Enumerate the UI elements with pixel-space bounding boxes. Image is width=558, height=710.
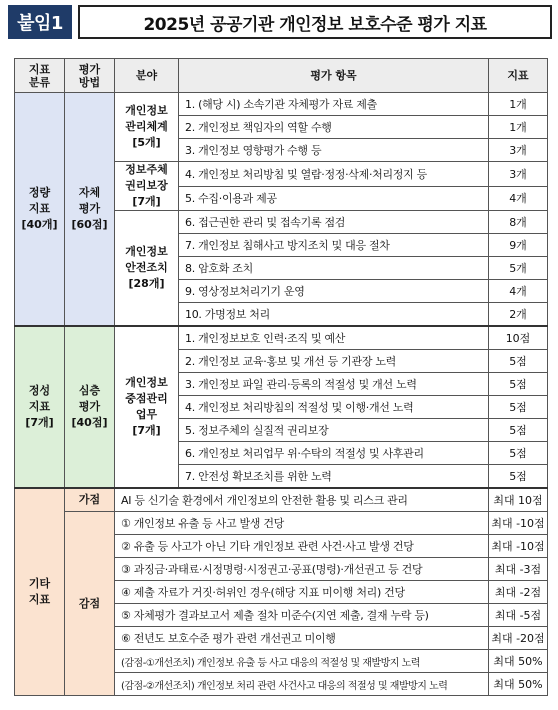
eval-item: 7. 안전성 확보조치를 위한 노력 [179, 465, 489, 489]
indicator-score: 10점 [489, 326, 548, 350]
eval-item: (감점-①개선조치) 개인정보 유출 등 사고 대응의 적절성 및 재발방지 노력 [115, 650, 489, 673]
eval-item: ① 개인정보 유출 등 사고 발생 건당 [115, 512, 489, 535]
title-bar [8, 5, 550, 39]
eval-item: 1. 개인정보보호 인력·조직 및 예산 [179, 326, 489, 350]
indicator-score: 최대 -10점 [489, 512, 548, 535]
eval-item: 3. 개인정보 파일 관리·등록의 적절성 및 개선 노력 [179, 373, 489, 396]
eval-item: 4. 개인정보 처리방침의 적절성 및 이행·개선 노력 [179, 396, 489, 419]
eval-item: 6. 개인정보 처리업무 위·수탁의 적절성 및 사후관리 [179, 442, 489, 465]
eval-item: 1. (해당 시) 소속기관 자체평가 자료 제출 [179, 93, 489, 116]
table-row [15, 93, 548, 116]
eval-item: 9. 영상정보처리기기 운영 [179, 280, 489, 303]
attachment-badge: 붙임1 [8, 5, 72, 39]
eval-item: 5. 수집·이용과 제공 [179, 186, 489, 211]
group-other: 기타 지표 [15, 488, 65, 696]
eval-item: 5. 정보주체의 실질적 권리보장 [179, 419, 489, 442]
indicator-score: 5점 [489, 442, 548, 465]
indicator-count: 1개 [489, 116, 548, 139]
group-quantitative: 정량 지표 [40개] [15, 93, 65, 327]
header-area: 분야 [115, 59, 179, 93]
indicator-count: 5개 [489, 257, 548, 280]
header-eval-item: 평가 항목 [179, 59, 489, 93]
indicator-score: 최대 -20점 [489, 627, 548, 650]
eval-item: ⑥ 전년도 보호수준 평가 관련 개선권고 미이행 [115, 627, 489, 650]
header-eval-method: 평가 방법 [65, 59, 115, 93]
group-deep-eval: 심층 평가 [40점] [65, 326, 115, 488]
area-mgmt: 개인정보 관리체계 [5개] [115, 93, 179, 162]
eval-item: 3. 개인정보 영향평가 수행 등 [179, 139, 489, 162]
eval-item: AI 등 신기술 환경에서 개인정보의 안전한 활용 및 리스크 관리 [115, 488, 489, 512]
indicator-score: 최대 50% [489, 650, 548, 673]
eval-item: 10. 가명정보 처리 [179, 303, 489, 327]
table-row [15, 512, 548, 535]
indicator-count: 4개 [489, 186, 548, 211]
group-self-eval: 자체 평가 [60점] [65, 93, 115, 327]
table-row [15, 488, 548, 512]
eval-item: 2. 개인정보 교육·홍보 및 개선 등 기관장 노력 [179, 350, 489, 373]
eval-item: ④ 제출 자료가 거짓·허위인 경우(해당 지표 미이행 처리) 건당 [115, 581, 489, 604]
eval-item: 6. 접근권한 관리 및 접속기록 점검 [179, 211, 489, 234]
indicator-score: 최대 -5점 [489, 604, 548, 627]
group-qualitative: 정성 지표 [7개] [15, 326, 65, 488]
indicator-count: 9개 [489, 234, 548, 257]
group-penalty: 감점 [65, 512, 115, 696]
indicator-count: 3개 [489, 162, 548, 187]
indicator-score: 최대 -2점 [489, 581, 548, 604]
indicator-score: 최대 10점 [489, 488, 548, 512]
eval-item: 2. 개인정보 책임자의 역할 수행 [179, 116, 489, 139]
indicator-score: 최대 -10점 [489, 535, 548, 558]
header-indicator: 지표 [489, 59, 548, 93]
area-rights: 정보주체 권리보장 [7개] [115, 162, 179, 211]
group-bonus: 가점 [65, 488, 115, 512]
page-title: 2025년 공공기관 개인정보 보호수준 평가 지표 [78, 5, 552, 39]
indicator-count: 3개 [489, 139, 548, 162]
eval-item: ③ 과징금·과태료·시정명령·시정권고·공표(명령)·개선권고 등 건당 [115, 558, 489, 581]
indicator-count: 4개 [489, 280, 548, 303]
eval-item: 7. 개인정보 침해사고 방지조치 및 대응 절차 [179, 234, 489, 257]
eval-item: ② 유출 등 사고가 아닌 기타 개인정보 관련 사건·사고 발생 건당 [115, 535, 489, 558]
evaluation-indicator-table [14, 58, 548, 696]
eval-item: 4. 개인정보 처리방침 및 열람·정정·삭제·처리정지 등 [179, 162, 489, 187]
indicator-score: 5점 [489, 465, 548, 489]
indicator-count: 1개 [489, 93, 548, 116]
indicator-score: 최대 -3점 [489, 558, 548, 581]
area-safety: 개인정보 안전조치 [28개] [115, 211, 179, 327]
eval-item: (감점-②개선조치) 개인정보 처리 관련 사건사고 대응의 적절성 및 재발방지 노력 [115, 673, 489, 696]
header-indicator-class: 지표 분류 [15, 59, 65, 93]
area-focus: 개인정보 중점관리 업무 [7개] [115, 326, 179, 488]
indicator-score: 최대 50% [489, 673, 548, 696]
table-header-row [15, 59, 548, 93]
indicator-score: 5점 [489, 373, 548, 396]
table-row [15, 326, 548, 350]
indicator-count: 2개 [489, 303, 548, 327]
indicator-count: 8개 [489, 211, 548, 234]
indicator-score: 5점 [489, 350, 548, 373]
indicator-score: 5점 [489, 396, 548, 419]
indicator-score: 5점 [489, 419, 548, 442]
eval-item: 8. 암호화 조치 [179, 257, 489, 280]
eval-item: ⑤ 자체평가 결과보고서 제출 절차 미준수(지연 제출, 결재 누락 등) [115, 604, 489, 627]
